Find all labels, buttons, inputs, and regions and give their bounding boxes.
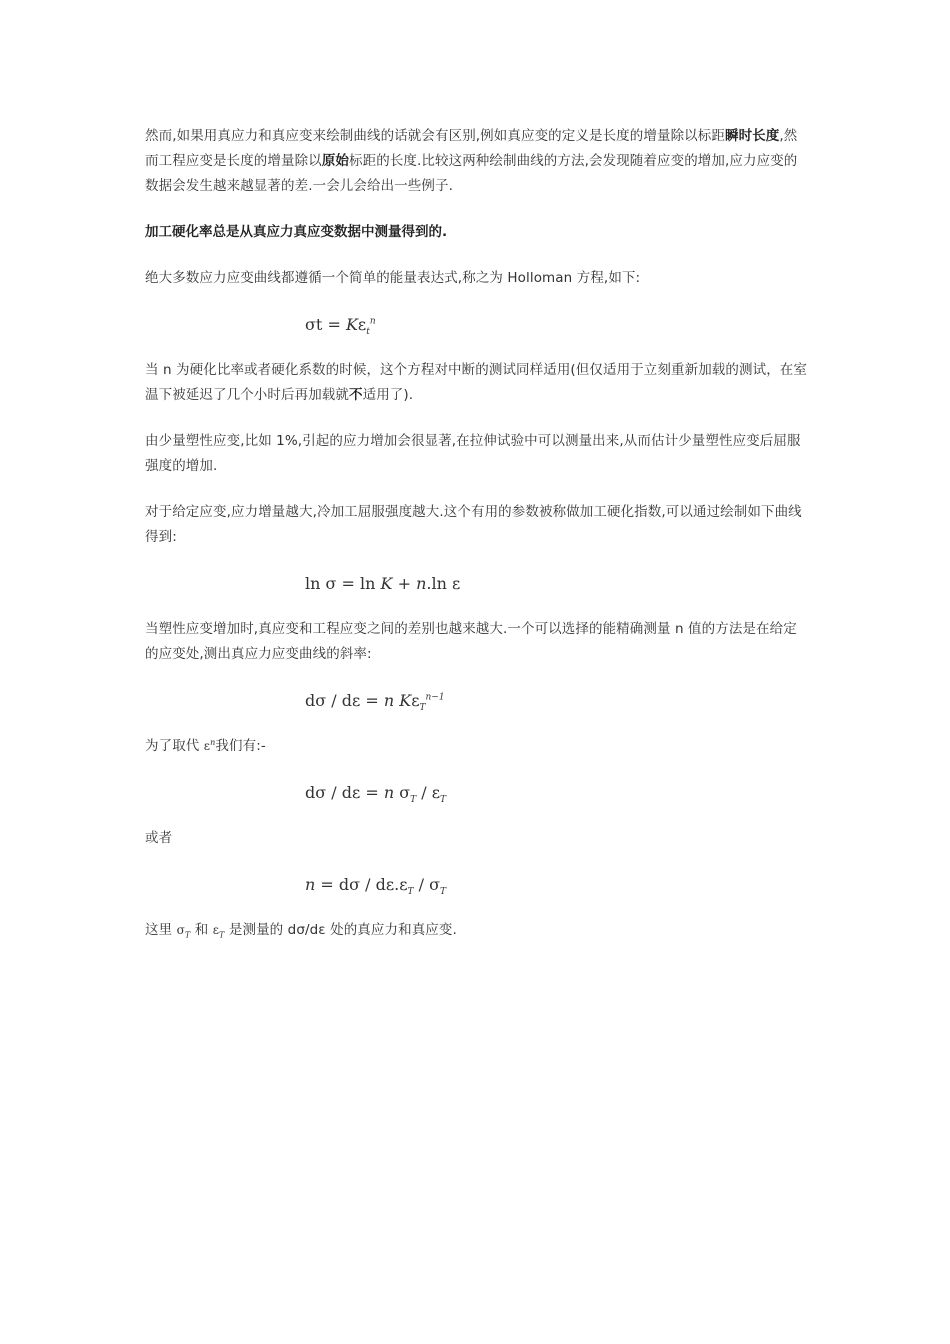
formula-term: ln (360, 574, 381, 593)
formula-term: n (383, 783, 395, 802)
formula-term: .ln ε (426, 574, 461, 593)
paragraph-holloman: 绝大多数应力应变曲线都遵循一个简单的能量表达式,称之为 Holloman 方程,如下: (145, 270, 641, 286)
bold-term-instantaneous-length: 瞬时长度 (724, 128, 780, 144)
paragraph-work-hardening-index: 对于给定应变,应力增量越大,冷加工屈服强度越大.这个有用的参数被称做加工硬化指数,可以通过绘制如下曲线得到: (145, 504, 802, 545)
formula-term: ε (411, 691, 420, 710)
formula-term: / σ (413, 875, 441, 894)
formula-term: ε (212, 923, 220, 937)
formula-term: ε (203, 739, 211, 753)
text-run: 为了取代 (145, 738, 204, 754)
formula-term: / ε (416, 783, 441, 802)
subscript: T (410, 795, 417, 806)
paragraph-small-strain: 由少量塑性应变,比如 1%,引起的应力增加会很显著,在拉伸试验中可以测量出来,从而估计少量塑性应变后屈服强度的增加. (145, 433, 801, 474)
text-run: 然而,如果用真应力和真应变来绘制曲线的话就会有区别,例如真应变的定义是长度的增量除以标距 (145, 128, 725, 144)
paragraph-substitute (145, 734, 810, 759)
section-heading: 加工硬化率总是从真应力真应变数据中测量得到的. (145, 224, 448, 240)
text-run: 是测量的 dσ/dε 处的真应力和真应变. (224, 922, 457, 938)
plus-sign: + (392, 574, 417, 593)
subscript: t (366, 327, 370, 338)
paragraph-definitions (145, 918, 810, 943)
formula-term: ln σ (305, 574, 337, 593)
formula-log (145, 571, 810, 596)
bold-term-not: 不 (349, 387, 363, 403)
formula-holloman (145, 312, 810, 337)
formula-term: K (399, 691, 412, 710)
subscript: T (407, 887, 414, 898)
inline-symbol (176, 923, 191, 940)
paragraph-true-strain-intro (145, 124, 810, 199)
equals-sign: = (336, 574, 361, 593)
formula-term: n (305, 875, 316, 894)
formula-term: dσ / dε (305, 783, 361, 802)
formula-n-value (145, 872, 810, 897)
formula-term: n (383, 691, 395, 710)
text-run: 适用了). (362, 387, 414, 403)
superscript: n (369, 316, 376, 327)
subscript: T (419, 703, 426, 714)
superscript: n−1 (425, 692, 445, 703)
inline-symbol (204, 739, 216, 753)
subscript: T (440, 795, 447, 806)
equals-sign: = (315, 875, 339, 894)
equals-sign: = (322, 315, 346, 334)
formula-term: dσ / dε.ε (338, 875, 408, 894)
equals-sign: = (360, 783, 384, 802)
formula-term: σt (305, 315, 323, 334)
text-run: 标距的长度.比较这两种绘制曲线的方法,会发现随着应变的增加,应力应变的数据会发生越来越显著的差.一会儿会给出一些例子. (145, 153, 798, 194)
formula-term: K (345, 315, 358, 334)
bold-term-original: 原始 (321, 153, 350, 169)
formula-slope (145, 688, 810, 713)
formula-term: σ (176, 923, 185, 937)
subscript: T (440, 887, 447, 898)
formula-slope-substituted (145, 780, 810, 805)
superscript: n (210, 738, 216, 747)
text-run: 当 n 为硬化比率或者硬化系数的时候，这个方程对中断的测试同样适用(但仅适用于立刻重新加载的测试，在室温下被延迟了几个小时后再加载就 (145, 362, 808, 403)
inline-symbol (212, 923, 225, 940)
paragraph-slope-method: 当塑性应变增加时,真应变和工程应变之间的差别也越来越大.一个可以选择的能精确测量 n 值的方法是在给定的应变处,测出真应力应变曲线的斜率: (145, 621, 797, 662)
subscript: T (219, 930, 225, 940)
formula-term: K (380, 574, 393, 593)
document-body (145, 124, 810, 964)
text-run: 和 (190, 922, 213, 938)
paragraph-hardening-exponent (145, 358, 810, 408)
text-run: 这里 (145, 922, 177, 938)
equals-sign: = (360, 691, 384, 710)
text-run: 我们有:- (215, 738, 266, 754)
formula-term: ε (357, 315, 367, 334)
subscript: T (184, 930, 191, 940)
paragraph-or: 或者 (145, 830, 173, 846)
formula-term: dσ / dε (305, 691, 361, 710)
text-run: ,然而工程应变是长度的增量除以 (145, 128, 798, 169)
formula-term: n (416, 574, 427, 593)
formula-term: σ (394, 783, 411, 802)
